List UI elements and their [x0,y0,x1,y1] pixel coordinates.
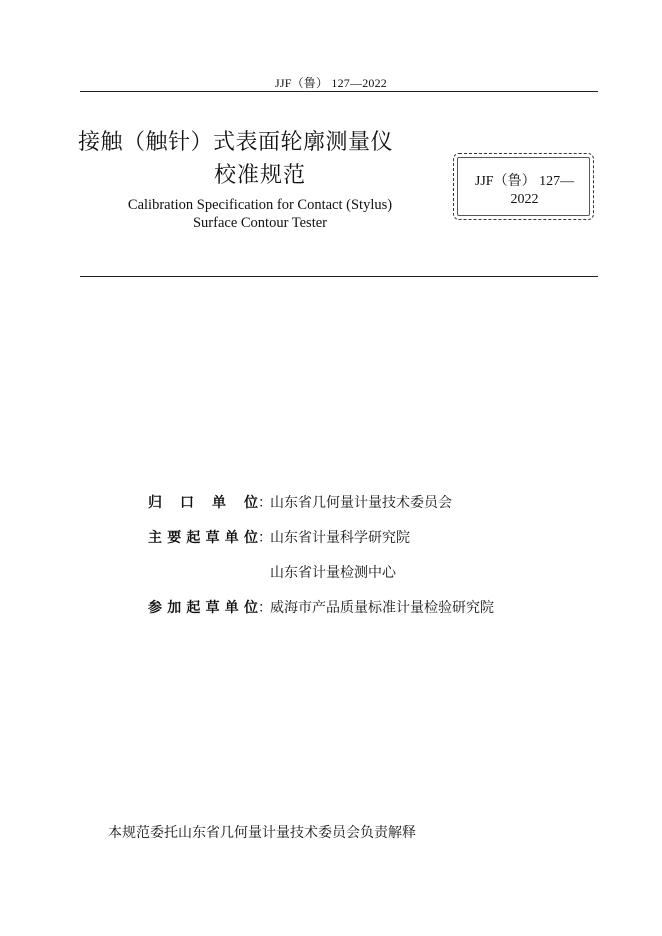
header-rule [80,91,598,92]
standard-number-line1: JJF（鲁） 127— [474,174,575,189]
title-chinese-line2: 校准规范 [213,163,306,188]
org-row-main-drafter-2 [148,554,568,589]
org-row-responsible [148,484,568,519]
standard-number-line2: 2022 [510,192,539,207]
org-colon: ： [258,529,272,546]
title-english [78,196,442,232]
standard-number-box [453,153,594,220]
org-label: 参加起草单位 [148,599,258,616]
title-english-line2: Surface Contour Tester [192,215,327,231]
drafting-organizations [148,484,568,624]
org-value: 山东省计量科学研究院 [270,529,410,546]
title-english-line1: Calibration Specification for Contact (Stylus) [127,197,393,213]
org-row-participating-drafter [148,589,568,624]
org-row-main-drafter [148,519,568,554]
title-chinese-line1: 接触（触针）式表面轮廓测量仪 [78,130,394,155]
standard-number-text [454,173,595,209]
org-value: 威海市产品质量标准计量检验研究院 [270,599,494,616]
title-block [78,128,448,232]
org-colon: ： [258,494,272,511]
org-label: 归口单位 [148,494,258,511]
org-value: 山东省几何量计量技术委员会 [270,494,452,511]
org-label: 主要起草单位 [148,529,258,546]
running-header: JJF（鲁） 127—2022 [274,76,387,90]
interpretation-note: 本规范委托山东省几何量计量技术委员会负责解释 [108,825,416,841]
title-rule [80,276,598,277]
org-value: 山东省计量检测中心 [270,564,396,581]
org-colon: ： [258,599,272,616]
